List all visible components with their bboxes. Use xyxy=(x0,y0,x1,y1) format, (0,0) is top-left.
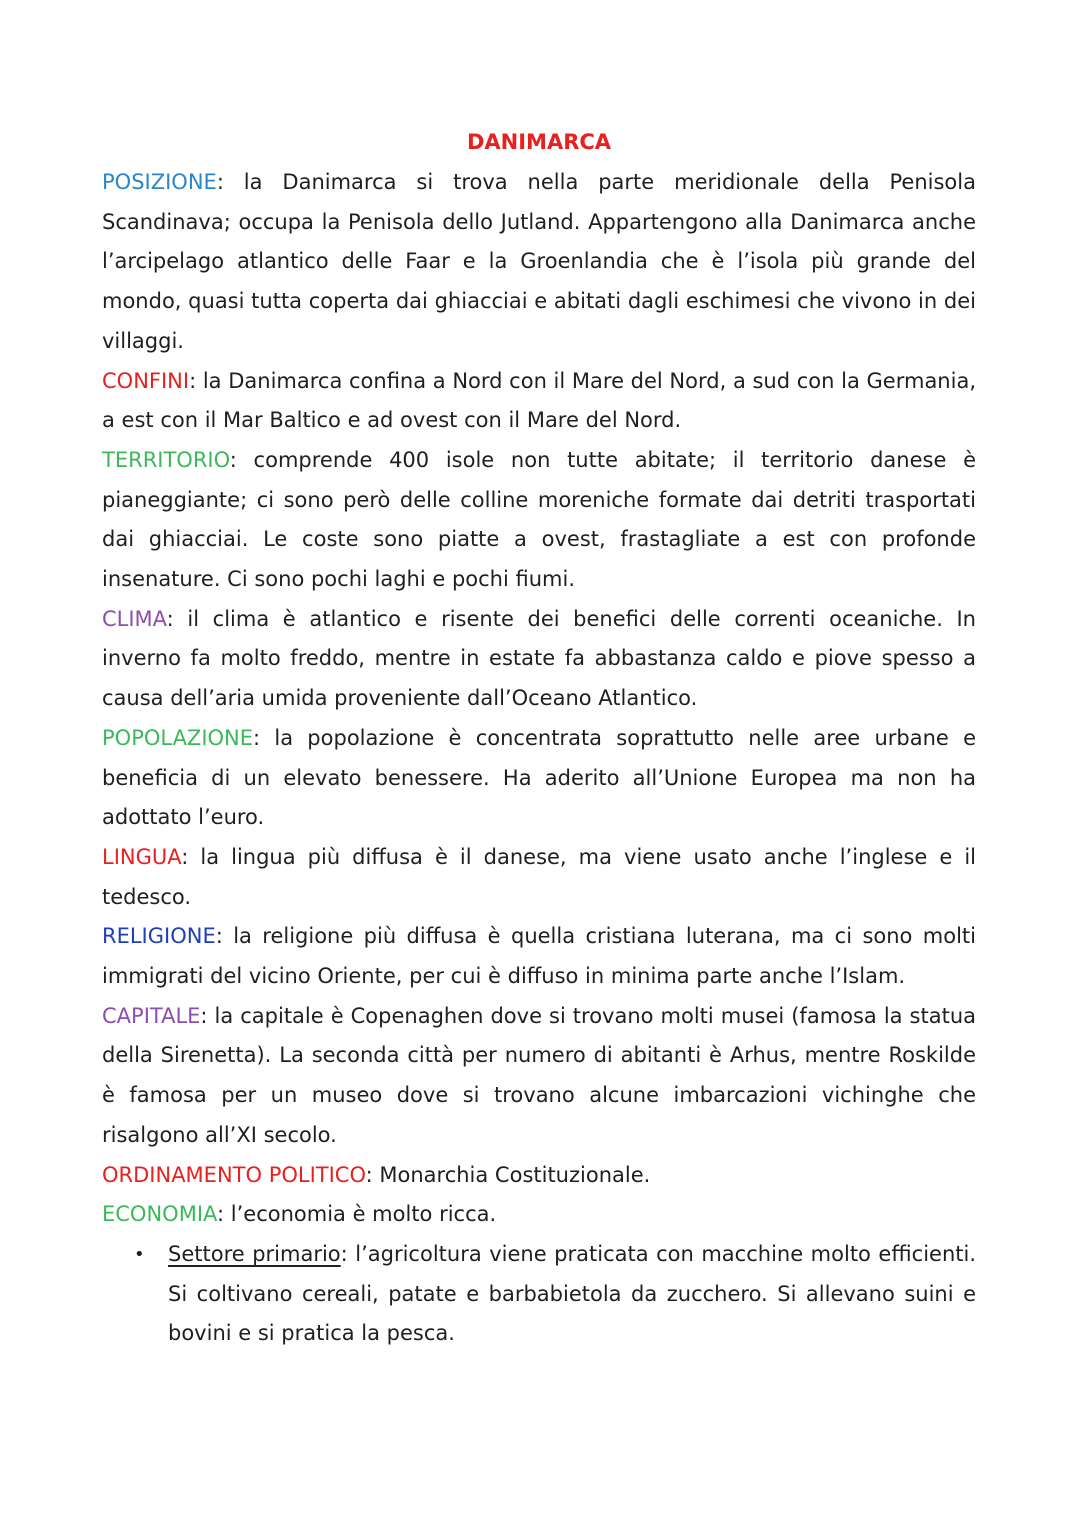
section-lingua xyxy=(102,838,976,917)
item-label-settore-primario: Settore primario xyxy=(168,1241,341,1266)
section-capitale xyxy=(102,997,976,1156)
section-text-popolazione: : la popolazione è concentrata soprattutto nelle aree urbane e beneficia di un elevato benessere. Ha aderito all’Unione Europea ma non ha adottato l’euro. xyxy=(102,725,976,830)
section-text-economia: : l’economia è molto ricca. xyxy=(217,1202,497,1227)
section-label-posizione: POSIZIONE xyxy=(102,170,217,194)
section-label-capitale: CAPITALE xyxy=(102,1003,201,1028)
section-text-ordinamento: : Monarchia Costituzionale. xyxy=(365,1162,651,1187)
section-text-clima: : il clima è atlantico e risente dei benefici delle correnti oceaniche. In inverno fa molto freddo, mentre in estate fa abbastanza caldo e piove spesso a causa dell’aria umida proveniente dall’Oceano Atlantico. xyxy=(102,606,976,711)
section-religione xyxy=(102,917,976,996)
section-label-lingua: LINGUA xyxy=(102,844,182,869)
section-label-economia: ECONOMIA xyxy=(102,1202,218,1227)
bullet-icon: • xyxy=(134,1243,145,1265)
section-label-ordinamento: ORDINAMENTO POLITICO xyxy=(102,1162,366,1187)
section-text-posizione: : la Danimarca si trova nella parte meridionale della Penisola Scandinava; occupa la Penisola dello Jutland. Appartengono alla Danimarca anche l’arcipelago atlantico delle Faar e la Groenlandia che è l’isola più grande del mondo, quasi tutta coperta dai ghiacciai e abitati dagli eschimesi che vivono in dei villaggi. xyxy=(102,170,976,353)
section-ordinamento xyxy=(102,1156,976,1196)
section-label-confini: CONFINI xyxy=(102,368,190,393)
section-popolazione xyxy=(102,719,976,838)
section-territorio xyxy=(102,441,976,600)
section-text-confini: : la Danimarca confina a Nord con il Mare del Nord, a sud con la Germania, a est con il Mar Baltico e ad ovest con il Mare del Nord. xyxy=(102,368,976,433)
section-label-territorio: TERRITORIO xyxy=(102,447,230,472)
section-clima xyxy=(102,600,976,719)
section-label-religione: RELIGIONE xyxy=(102,924,216,949)
section-text-religione: : la religione più diffusa è quella cristiana luterana, ma ci sono molti immigrati del vicino Oriente, per cui è diffuso in minima parte anche l’Islam. xyxy=(102,924,976,989)
section-label-clima: CLIMA xyxy=(102,606,167,631)
document-title: DANIMARCA xyxy=(466,130,612,154)
section-text-capitale: : la capitale è Copenaghen dove si trovano molti musei (famosa la statua della Sirenetta). La seconda città per numero di abitanti è Arhus, mentre Roskilde è famosa per un museo dove si trovano alcune imbarcazioni vichinghe che risalgono all’XI secolo. xyxy=(102,1003,976,1147)
section-posizione xyxy=(102,163,976,362)
item-text-settore-primario: : l’agricoltura viene praticata con macchine molto efficienti. Si coltivano cereali, patate e barbabietola da zucchero. Si allevano suini e bovini e si pratica la pesca. xyxy=(168,1241,977,1346)
economia-list xyxy=(102,1235,976,1354)
section-text-lingua: : la lingua più diffusa è il danese, ma viene usato anche l’inglese e il tedesco. xyxy=(102,844,976,909)
section-economia xyxy=(102,1195,976,1235)
list-item xyxy=(102,1235,976,1354)
document-page xyxy=(102,122,976,1354)
section-confini xyxy=(102,362,976,441)
section-label-popolazione: POPOLAZIONE xyxy=(102,725,254,750)
section-text-territorio: : comprende 400 isole non tutte abitate; il territorio danese è pianeggiante; ci sono però delle colline moreniche formate dai detriti trasportati dai ghiacciai. Le coste sono piatte a ovest, frastagliate a est con profonde insenature. Ci sono pochi laghi e pochi fiumi. xyxy=(102,447,976,592)
